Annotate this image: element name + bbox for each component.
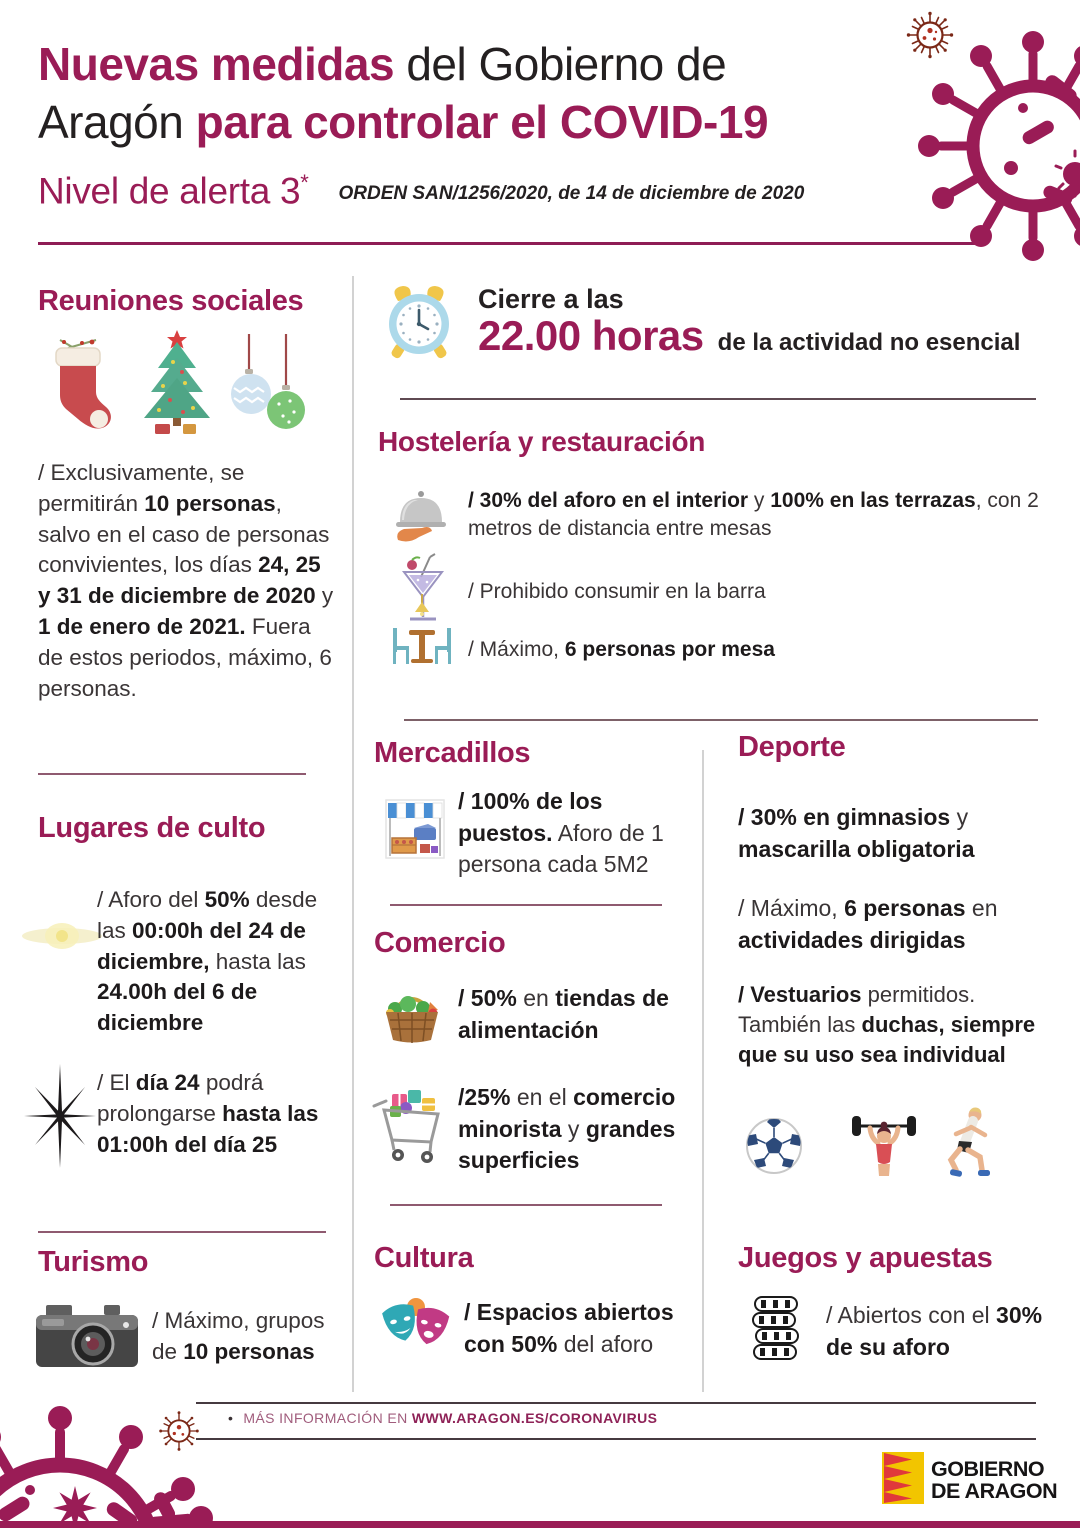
turismo-bullet-1: / Máximo, grupos de 10 personas bbox=[152, 1308, 325, 1364]
comercio-bullet-2: /25% en el comercio minorista y grandes superficies bbox=[458, 1084, 676, 1173]
header-divider bbox=[38, 242, 976, 245]
bethlehem-star-icon bbox=[14, 1062, 106, 1170]
hosteleria-bullet-1: / 30% del aforo en el interior y 100% en las terrazas, con 2 metros de distancia entre mesas bbox=[468, 489, 1039, 541]
footer-divider-bottom bbox=[196, 1438, 1036, 1440]
hosteleria-bullet-2: / Prohibido consumir en la barra bbox=[468, 580, 766, 603]
soccer-ball-icon bbox=[744, 1116, 804, 1176]
closure-suffix: de la actividad no esencial bbox=[717, 329, 1021, 356]
alert-level-label: Nivel de alerta 3* bbox=[38, 170, 309, 212]
grocery-basket-icon bbox=[378, 982, 446, 1046]
logo-text bbox=[931, 1456, 1058, 1503]
footer-divider-top bbox=[196, 1402, 1036, 1404]
christmas-stocking-icon bbox=[40, 336, 118, 434]
culto-bullet-1: / Aforo del 50% desde las 00:00h del 24 de diciembre, hasta las 24.00h del 6 de diciembre bbox=[97, 887, 318, 1036]
footer-info-prefix: MÁS INFORMACIÓN EN bbox=[243, 1410, 412, 1426]
order-reference: ORDEN SAN/1256/2020, de 14 de diciembre de 2020 bbox=[338, 183, 805, 205]
footer-info-url: WWW.ARAGON.ES/CORONAVIRUS bbox=[411, 1410, 658, 1426]
section-title-juegos: Juegos y apuestas bbox=[738, 1242, 993, 1274]
section-title-mercadillos: Mercadillos bbox=[374, 737, 531, 769]
hosteleria-bullet-3: / Máximo, 6 personas por mesa bbox=[468, 638, 775, 661]
reuniones-body: / Exclusivamente, se permitirán 10 personas, salvo en el caso de personas convivientes, los días 24, 25 y 31 de diciembre de 2020 y 1 de enero de 2021. Fuera de estos periodos, máximo, 6 personas. bbox=[38, 460, 334, 701]
table-chairs-icon bbox=[388, 594, 456, 674]
comercio-bullet-1: / 50% en tiendas de alimentación bbox=[458, 985, 669, 1043]
title-plain-2: Aragón bbox=[38, 95, 196, 148]
column-divider-2 bbox=[702, 750, 704, 1392]
aragon-flag-icon bbox=[882, 1452, 924, 1509]
section-title-hosteleria: Hostelería y restauración bbox=[378, 426, 706, 457]
theater-masks-icon bbox=[378, 1293, 454, 1357]
section-title-deporte: Deporte bbox=[738, 731, 846, 763]
mid-divider-2 bbox=[390, 904, 662, 906]
cultura-bullet-1: / Espacios abiertos con 50% del aforo bbox=[464, 1299, 674, 1357]
bottom-accent-strip bbox=[0, 1521, 1080, 1528]
mid-divider-3 bbox=[390, 1204, 662, 1206]
left-divider-1 bbox=[38, 773, 306, 775]
camera-icon bbox=[36, 1303, 138, 1369]
section-title-culto: Lugares de culto bbox=[38, 812, 266, 844]
footer-bullet: • bbox=[228, 1410, 234, 1426]
closure-divider bbox=[400, 398, 1036, 400]
page-title bbox=[38, 36, 888, 152]
runner-icon bbox=[942, 1104, 998, 1182]
mid-divider-1 bbox=[404, 719, 1038, 721]
deporte-bullet-2: / Máximo, 6 personas en actividades dirigidas bbox=[738, 895, 998, 953]
candle-glow-icon bbox=[20, 912, 104, 960]
title-accent-2: para controlar el COVID-19 bbox=[195, 95, 769, 148]
section-title-reuniones: Reuniones sociales bbox=[38, 285, 304, 317]
virus-large-bottom-icon bbox=[0, 1390, 235, 1528]
alarm-clock-icon bbox=[382, 282, 456, 362]
weightlifter-icon bbox=[848, 1110, 920, 1180]
closure-line1: Cierre a las bbox=[478, 284, 624, 314]
column-divider-1 bbox=[352, 276, 354, 1392]
deporte-bullet-1: / 30% en gimnasios y mascarilla obligatoria bbox=[738, 804, 975, 862]
deporte-bullet-3: / Vestuarios permitidos. También las duchas, siempre que su uso sea individual bbox=[738, 982, 1036, 1068]
footer-info bbox=[228, 1410, 657, 1426]
left-divider-2 bbox=[38, 1231, 326, 1233]
christmas-tree-icon bbox=[133, 328, 221, 436]
alert-asterisk: * bbox=[300, 170, 309, 195]
logo-line1: GOBIERNO bbox=[931, 1456, 1045, 1481]
mercadillos-bullet-1: / 100% de los puestos. Aforo de 1 persona cada 5M2 bbox=[458, 788, 664, 877]
section-title-cultura: Cultura bbox=[374, 1242, 474, 1274]
gobierno-aragon-logo bbox=[882, 1452, 1057, 1509]
virus-small-icon bbox=[903, 8, 957, 62]
juegos-bullet-1: / Abiertos con el 30% de su aforo bbox=[826, 1302, 1043, 1360]
title-plain-1: del Gobierno de bbox=[394, 38, 727, 90]
closure-row bbox=[478, 312, 1020, 360]
shopping-cart-icon bbox=[370, 1086, 450, 1166]
title-accent-1: Nuevas medidas bbox=[38, 38, 395, 90]
baubles-icon bbox=[228, 334, 306, 436]
cloche-icon bbox=[392, 488, 450, 544]
culto-bullet-2: / El día 24 podrá prolongarse hasta las 01:00h del día 25 bbox=[97, 1070, 319, 1157]
logo-line2: DE ARAGON bbox=[931, 1478, 1058, 1503]
closure-time: 22.00 horas bbox=[478, 312, 704, 359]
market-stall-icon bbox=[384, 798, 446, 860]
alert-level-row bbox=[38, 170, 804, 212]
section-title-turismo: Turismo bbox=[38, 1246, 149, 1278]
section-title-comercio: Comercio bbox=[374, 927, 506, 959]
poker-chips-icon bbox=[750, 1295, 802, 1363]
